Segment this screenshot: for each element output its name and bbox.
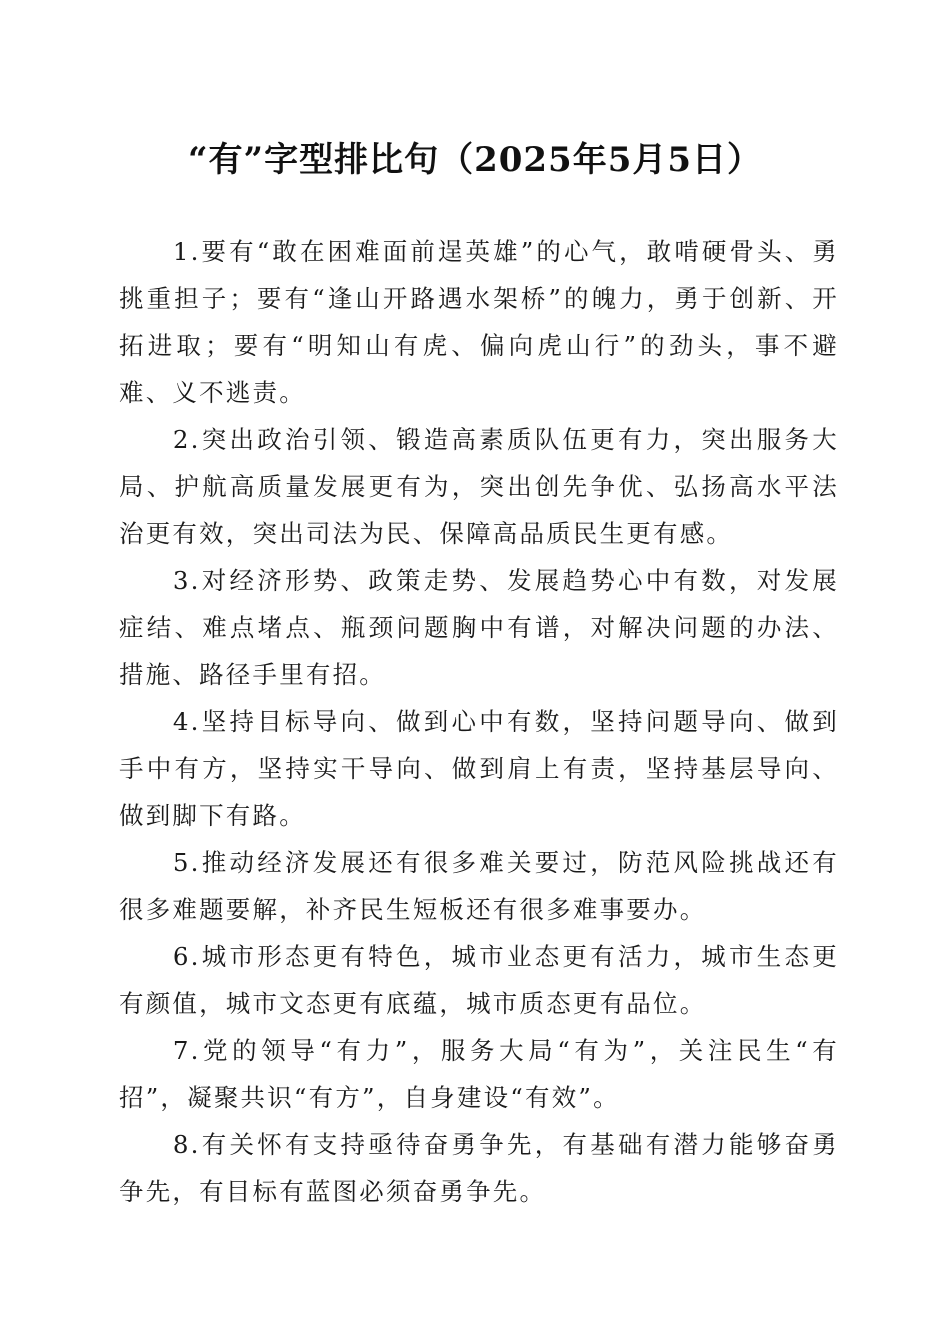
document-body <box>119 228 839 1215</box>
paragraph-1: 1.要有“敢在困难面前逞英雄”的心气，敢啃硬骨头、勇挑重担子；要有“逢山开路遇水架桥”的魄力，勇于创新、开拓进取；要有“明知山有虎、偏向虎山行”的劲头，事不避难、义不逃责。 <box>119 237 839 407</box>
document-title: “有”字型排比句（2025年5月5日） <box>187 140 763 180</box>
paragraph-6: 6.城市形态更有特色，城市业态更有活力，城市生态更有颜值，城市文态更有底蕴，城市质态更有品位。 <box>119 942 839 1018</box>
paragraph-2: 2.突出政治引领、锻造高素质队伍更有力，突出服务大局、护航高质量发展更有为，突出创先争优、弘扬高水平法治更有效，突出司法为民、保障高品质民生更有感。 <box>119 425 839 548</box>
paragraph-4: 4.坚持目标导向、做到心中有数，坚持问题导向、做到手中有方，坚持实干导向、做到肩上有责，坚持基层导向、做到脚下有路。 <box>119 707 839 830</box>
paragraph-5: 5.推动经济发展还有很多难关要过，防范风险挑战还有很多难题要解，补齐民生短板还有很多难事要办。 <box>119 848 839 924</box>
paragraph-7: 7.党的领导“有力”，服务大局“有为”，关注民生“有招”，凝聚共识“有方”，自身建设“有效”。 <box>119 1036 839 1112</box>
paragraph-3: 3.对经济形势、政策走势、发展趋势心中有数，对发展症结、难点堵点、瓶颈问题胸中有谱，对解决问题的办法、措施、路径手里有招。 <box>119 566 839 689</box>
paragraph-8: 8.有关怀有支持亟待奋勇争先，有基础有潜力能够奋勇争先，有目标有蓝图必须奋勇争先。 <box>119 1130 839 1206</box>
